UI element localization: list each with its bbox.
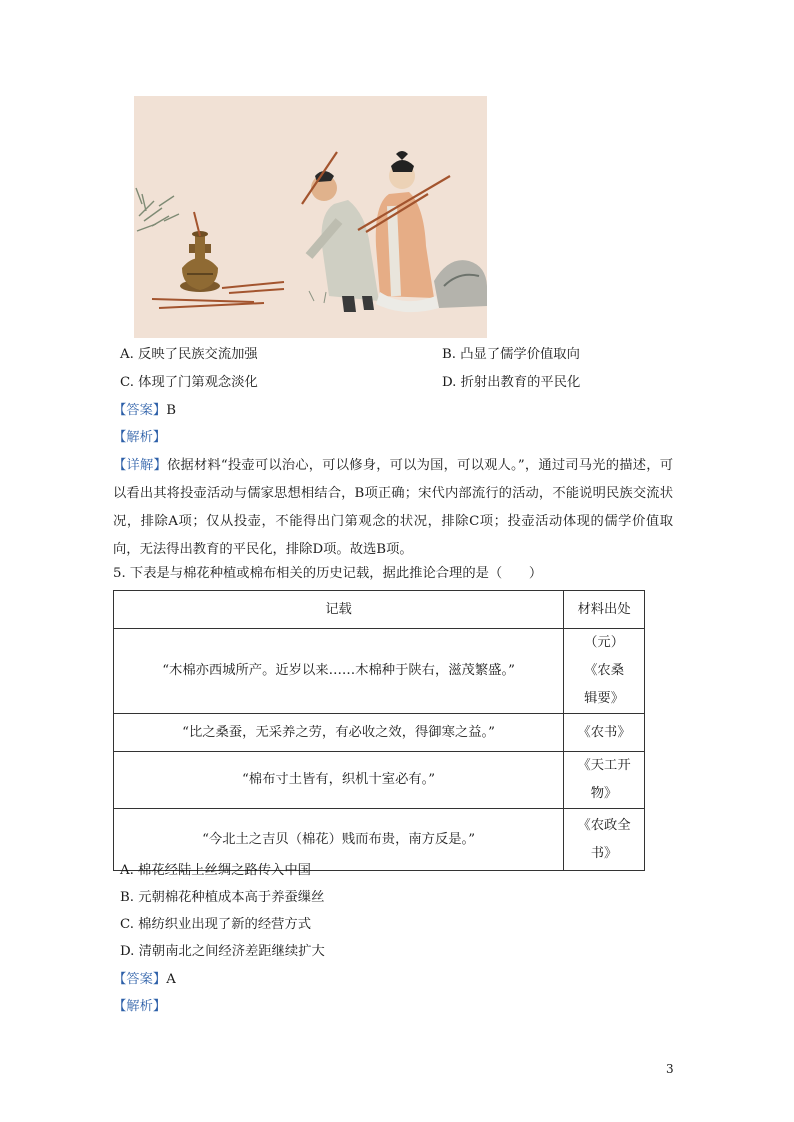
table-cell-source: 《农政全书》 bbox=[564, 809, 645, 871]
q4-option-c: C. 体现了门第观念淡化 bbox=[120, 375, 258, 390]
table-cell-source: 《天工开物》 bbox=[564, 752, 645, 809]
q5-option-d: D. 清朝南北之间经济差距继续扩大 bbox=[120, 944, 325, 959]
table-cell-source: （元）《农桑辑要》 bbox=[564, 629, 645, 714]
q5-answer-tag: 【答案】 bbox=[113, 972, 167, 987]
q5-answer bbox=[113, 971, 176, 989]
q4-option-d: D. 折射出教育的平民化 bbox=[442, 375, 581, 390]
q5-record-table bbox=[113, 590, 645, 871]
table-cell-record: “木棉亦西城所产。近岁以来……木棉种于陕右，滋茂繁盛。” bbox=[114, 629, 564, 714]
q4-detail-text: 依据材料“投壶可以治心，可以修身，可以为国，可以观人。”，通过司马光的描述，可以看出其将投壶活动与儒家思想相结合，B项正确；宋代内部流行的活动，不能说明民族交流状况，排除A项；仅从投壶，不能得出门第观念的状况，排除C项；投壶活动体现的儒学价值取向，无法得出教育的平民化，排除D项。故选B项。 bbox=[113, 458, 673, 557]
table-row bbox=[114, 629, 645, 714]
q4-answer bbox=[113, 402, 176, 420]
q5-option-b: B. 元朝棉花种植成本高于养蚕缫丝 bbox=[120, 890, 325, 905]
table-row bbox=[114, 714, 645, 752]
table-cell-record: “今北土之吉贝（棉花）贱而布贵，南方反是。” bbox=[114, 809, 564, 871]
touhu-painting-image bbox=[134, 96, 487, 338]
table-header-record: 记载 bbox=[114, 591, 564, 629]
page-number: 3 bbox=[666, 1062, 674, 1076]
q5-analysis-tag: 【解析】 bbox=[113, 999, 167, 1014]
q4-analysis-tag: 【解析】 bbox=[113, 430, 167, 445]
q4-option-b: B. 凸显了儒学价值取向 bbox=[442, 347, 580, 362]
table-cell-record: “比之桑蚕，无采养之劳，有必收之效，得御寒之益。” bbox=[114, 714, 564, 752]
q5-option-c: C. 棉纺织业出现了新的经营方式 bbox=[120, 917, 312, 932]
table-header-source: 材料出处 bbox=[564, 591, 645, 629]
q4-answer-value: B bbox=[166, 403, 176, 418]
table-header-row bbox=[114, 591, 645, 629]
q4-answer-tag: 【答案】 bbox=[113, 403, 167, 418]
q4-detail-paragraph bbox=[113, 452, 673, 564]
q5-stem: 5. 下表是与棉花种植或棉布相关的历史记载，据此推论合理的是（ ） bbox=[113, 566, 543, 581]
q4-detail-tag: 【详解】 bbox=[113, 458, 167, 473]
q5-option-a: A. 棉花经陆上丝绸之路传入中国 bbox=[120, 863, 311, 878]
q4-option-a: A. 反映了民族交流加强 bbox=[120, 347, 258, 362]
table-row bbox=[114, 752, 645, 809]
q5-answer-value: A bbox=[166, 972, 176, 987]
table-cell-record: “棉布寸土皆有，织机十室必有。” bbox=[114, 752, 564, 809]
table-cell-source: 《农书》 bbox=[564, 714, 645, 752]
